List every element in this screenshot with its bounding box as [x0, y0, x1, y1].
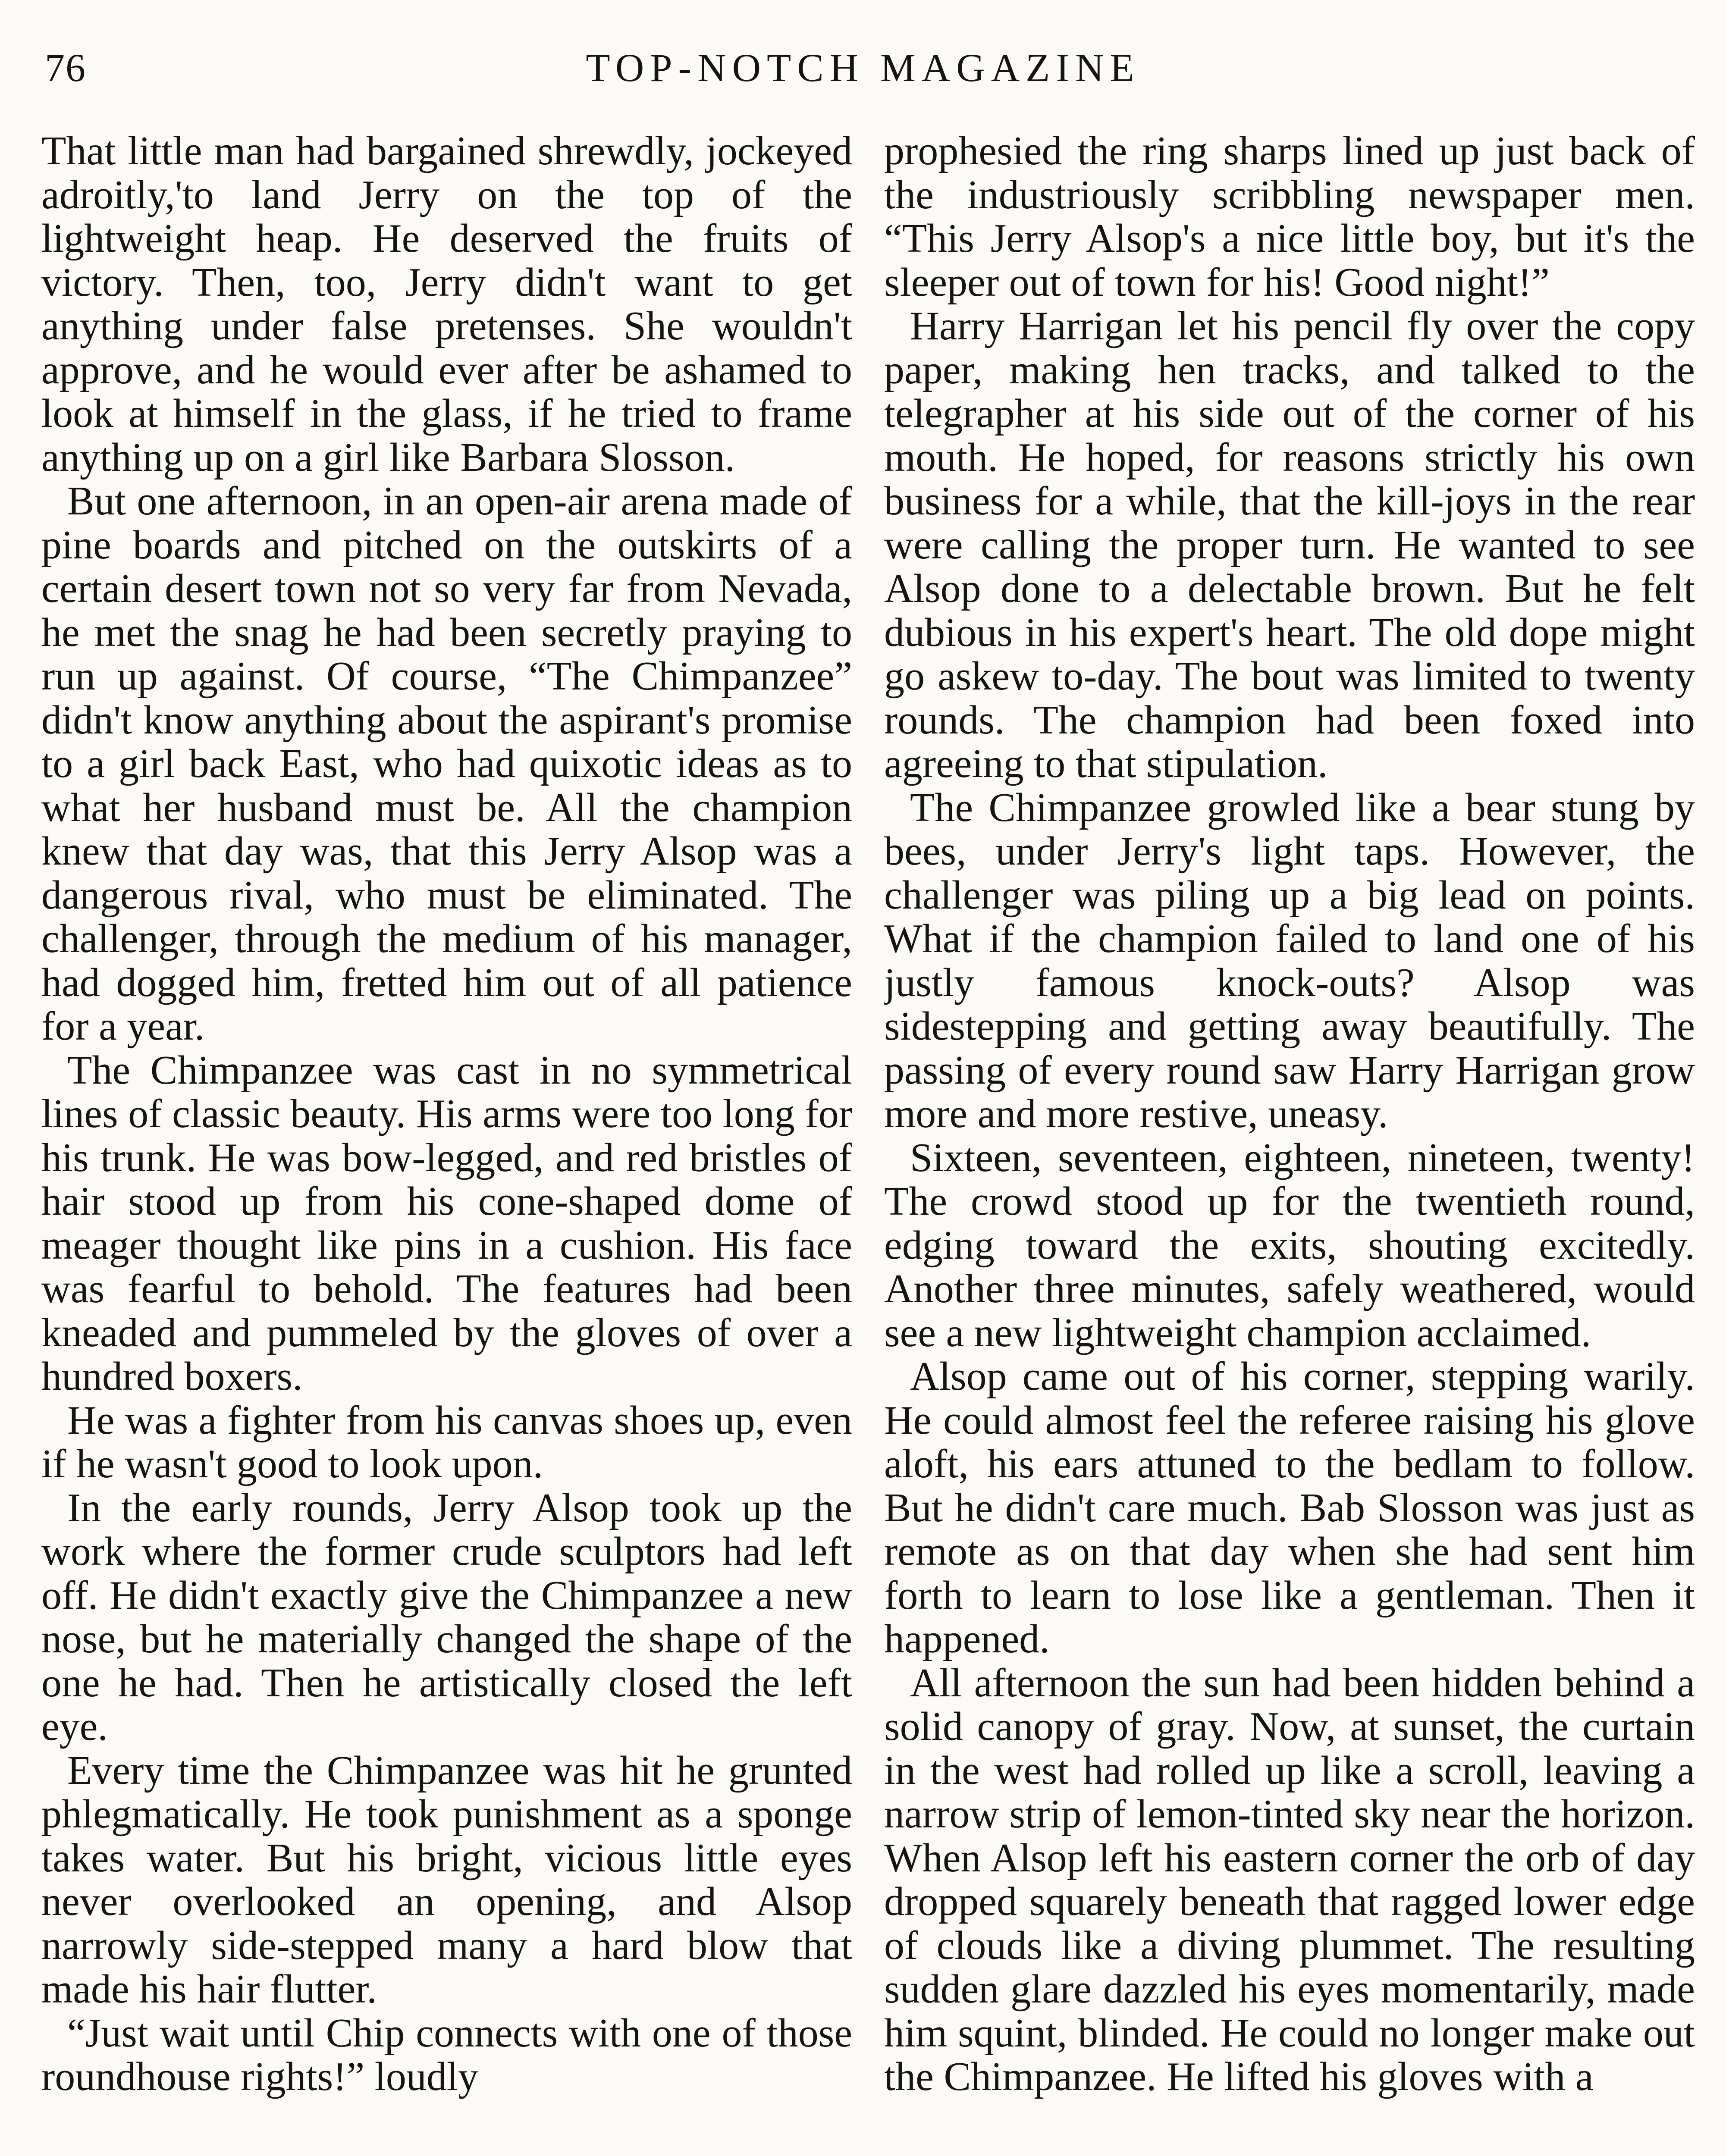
paragraph: In the early rounds, Jerry Alsop took up the work where the former crude sculptors had left off. He didn't exactly give the Chimpanzee a new nose, but he materially changed the shape of the one he had. Then he artistically closed the left eye.: [41, 1485, 852, 1749]
page-number: 76: [45, 46, 86, 90]
paragraph: “Just wait until Chip connects with one of those roundhouse rights!” loudly: [41, 2010, 852, 2099]
paragraph: Sixteen, seventeen, eighteen, nineteen, twenty! The crowd stood up for the twentieth round, edging toward the exits, shouting excitedly. Another three minutes, safely weathered, would see a new lightweight champion acclaimed.: [884, 1135, 1695, 1355]
paragraph: Harry Harrigan let his pencil fly over the copy paper, making hen tracks, and talked to the telegrapher at his side out of the corner of his mouth. He hoped, for reasons strictly his own business for a while, that the kill-joys in the rear were calling the proper turn. He wanted to see Alsop done to a delectable brown. But he felt dubious in his expert's heart. The old dope might go askew to-day. The bout was limited to twenty rounds. The champion had been foxed into agreeing to that stipulation.: [884, 304, 1695, 786]
paragraph: The Chimpanzee was cast in no symmetrical lines of classic beauty. His arms were too long for his trunk. He was bow-legged, and red bristles of hair stood up from his cone-shaped dome of meager thought like pins in a cushion. His face was fearful to behold. The features had been kneaded and pummeled by the gloves of over a hundred boxers.: [41, 1047, 852, 1399]
right-column: [884, 129, 1695, 2156]
running-head: TOP-NOTCH MAGAZINE: [586, 46, 1140, 90]
paragraph: But one afternoon, in an open-air arena made of pine boards and pitched on the outskirts of a certain desert town not so very far from Nevada, he met the snag he had been secretly praying to run up against. Of course, “The Chimpanzee” didn't know anything about the aspirant's promise to a girl back East, who had quixotic ideas as to what her husband must be. All the champion knew that day was, that this Jerry Alsop was a dangerous rival, who must be eliminated. The challenger, through the medium of his manager, had dogged him, fretted him out of all patience for a year.: [41, 479, 852, 1049]
page-header: [0, 36, 1726, 101]
paragraph: prophesied the ring sharps lined up just back of the industriously scribbling newspaper men. “This Jerry Alsop's a nice little boy, but it's the sleeper out of town for his! Good night!”: [884, 129, 1695, 305]
paragraph: He was a fighter from his canvas shoes up, even if he wasn't good to look upon.: [41, 1398, 852, 1486]
paragraph: All afternoon the sun had been hidden behind a solid canopy of gray. Now, at sunset, the curtain in the west had rolled up like a scroll, leaving a narrow strip of lemon-tinted sky near the horizon. When Alsop left his eastern corner the orb of day dropped squarely beneath that ragged lower edge of clouds like a diving plummet. The resulting sudden glare dazzled his eyes momentarily, made him squint, blinded. He could no longer make out the Chimpanzee. He lifted his gloves with a: [884, 1660, 1695, 2099]
paragraph: Every time the Chimpanzee was hit he grunted phlegmatically. He took punishment as a sponge takes water. But his bright, vicious little eyes never overlooked an opening, and Alsop narrowly side-stepped many a hard blow that made his hair flutter.: [41, 1748, 852, 2012]
paragraph: Alsop came out of his corner, stepping warily. He could almost feel the referee raising his glove aloft, his ears attuned to the bedlam to follow. But he didn't care much. Bab Slosson was just as remote as on that day when she had sent him forth to learn to lose like a gentleman. Then it happened.: [884, 1354, 1695, 1661]
paragraph: The Chimpanzee growled like a bear stung by bees, under Jerry's light taps. However, the challenger was piling up a big lead on points. What if the champion failed to land one of his justly famous knock-outs? Alsop was sidestepping and getting away beautifully. The passing of every round saw Harry Harrigan grow more and more restive, uneasy.: [884, 785, 1695, 1136]
left-column: [41, 129, 852, 2156]
paragraph: That little man had bargained shrewdly, jockeyed adroitly,'to land Jerry on the top of the lightweight heap. He deserved the fruits of victory. Then, too, Jerry didn't want to get anything under false pretenses. She wouldn't approve, and he would ever after be ashamed to look at himself in the glass, if he tried to frame anything up on a girl like Barbara Slosson.: [41, 129, 852, 480]
